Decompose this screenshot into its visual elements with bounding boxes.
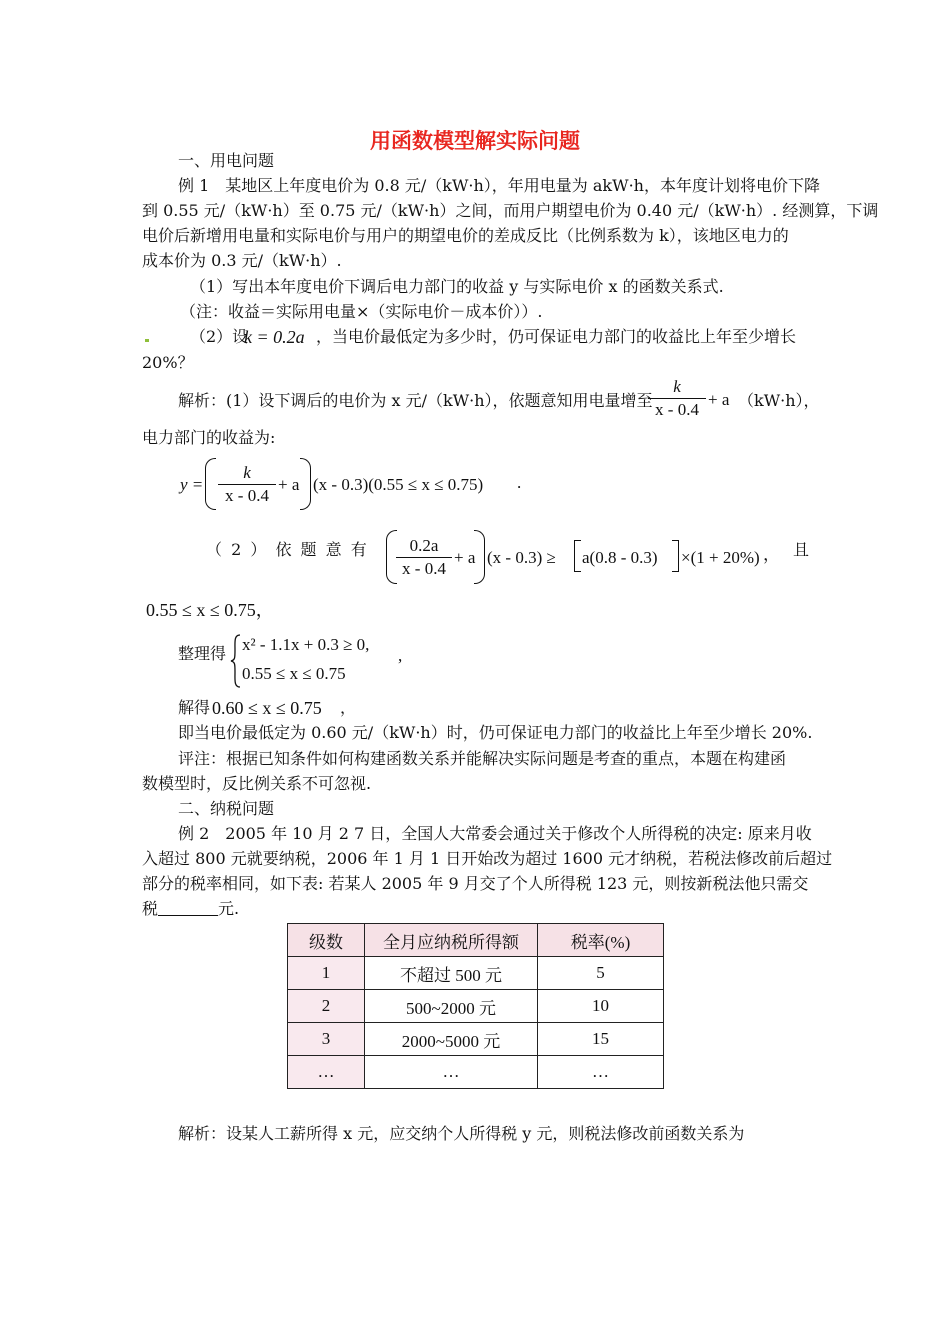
formula-end: ， (763, 545, 780, 564)
table-row (288, 957, 664, 990)
plus-a: + a (278, 475, 300, 494)
table-header: 税率(%) (538, 924, 664, 957)
fraction-denominator: x - 0.4 (225, 486, 269, 505)
fraction-numerator: k (243, 463, 251, 482)
table-cell: … (538, 1056, 664, 1089)
example-line: 到 0.55 元/（kW·h）至 0.75 元/（kW·h）之间，而用户期望电价为 0.40 元/（kW·h）. 经测算，下调 (142, 201, 879, 220)
answer-blank (158, 899, 218, 916)
table-header: 全月应纳税所得额 (365, 924, 538, 957)
fraction-k-2 (218, 462, 276, 507)
question-2-suffix: ，当电价最低定为多少时，仍可保证电力部门的收益比上年至少增长 (316, 327, 797, 346)
question-2-math: k = 0.2a (244, 327, 305, 347)
unit-text: （kW·h）， (738, 391, 820, 410)
right-paren (474, 530, 485, 584)
conclusion: 即当电价最低定为 0.60 元/（kW·h）时，仍可保证电力部门的收益比上年至少增长 20%. (178, 723, 813, 742)
left-bracket (574, 540, 581, 572)
fraction-k (648, 376, 706, 421)
fraction-numerator: 0.2a (409, 536, 439, 555)
formula-end: . (517, 473, 522, 492)
question-2-prefix: （2）设 (190, 327, 249, 346)
formula-lhs: y = (180, 475, 204, 494)
plus-a: + a (454, 548, 476, 567)
plus-a: + a (708, 390, 730, 409)
note: （注：收益＝实际用电量×（实际电价－成本价））. (180, 302, 543, 321)
part-2-label: （ 2 ） 依 题 意 有 (206, 540, 369, 559)
table-row (288, 990, 664, 1023)
system-end: , (398, 646, 403, 665)
table-row (288, 1023, 664, 1056)
fraction-denominator: x - 0.4 (655, 400, 699, 419)
example-line: 成本价为 0.3 元/（kW·h）. (142, 251, 342, 270)
fraction-02a (396, 535, 452, 580)
formula-rest: (x - 0.3)(0.55 ≤ x ≤ 0.75) (313, 475, 484, 494)
formula-mid: (x - 0.3) ≥ (487, 548, 556, 567)
table-header: 级数 (288, 924, 365, 957)
example-line: 例 1 某地区上年度电价为 0.8 元/（kW·h），年用电量为 akW·h，本年度计划将电价下降 (178, 176, 820, 195)
formula-tail: ×(1 + 20%) (681, 548, 760, 567)
table-cell: 2 (288, 990, 365, 1023)
page-title: 用函数模型解实际问题 (370, 129, 580, 153)
solution-prefix: 解析：(1）设下调后的电价为 x 元/（kW·h），依题意知用电量增至 (178, 391, 653, 410)
example-line: 电价后新增用电量和实际电价与用户的期望电价的差成反比（比例系数为 k），该地区电力的 (142, 226, 789, 245)
table-cell: 3 (288, 1023, 365, 1056)
table-cell: … (365, 1056, 538, 1089)
table-cell: 15 (538, 1023, 664, 1056)
system-line-1: x² - 1.1x + 0.3 ≥ 0, (242, 635, 370, 654)
solve-math: 0.60 ≤ x ≤ 0.75 (212, 698, 322, 718)
example-line: 入超过 800 元就要纳税，2006 年 1 月 1 日开始改为超过 1600 元才纳税，若税法修改前后超过 (142, 849, 833, 868)
solution-line: 电力部门的收益为: (142, 428, 276, 447)
example-last-line (142, 898, 239, 920)
last-prefix: 税 (142, 899, 159, 918)
tax-rate-table (287, 923, 664, 1089)
solve-prefix: 解得 (178, 698, 211, 717)
table-cell: 2000~5000 元 (365, 1023, 538, 1056)
brace-icon (230, 634, 242, 688)
right-bracket (672, 540, 679, 572)
table-cell: 不超过 500 元 (365, 957, 538, 990)
right-paren (300, 458, 311, 510)
comment-line: 评注：根据已知条件如何构建函数关系并能解决实际问题是考查的重点，本题在构建函 (178, 749, 787, 768)
system-line-2: 0.55 ≤ x ≤ 0.75 (242, 664, 346, 683)
comment-line: 数模型时，反比例关系不可忽视. (142, 774, 372, 793)
last-suffix: 元. (218, 899, 240, 918)
solution-line: 解析：设某人工薪所得 x 元，应交纳个人所得税 y 元，则税法修改前函数关系为 (178, 1124, 745, 1143)
table-cell: 5 (538, 957, 664, 990)
table-cell: 1 (288, 957, 365, 990)
formula-bracket: a(0.8 - 0.3) (582, 548, 658, 567)
section-heading: 一、用电问题 (178, 151, 275, 170)
section-heading: 二、纳税问题 (178, 799, 275, 818)
example-line: 例 2 2005 年 10 月 2 7 日，全国人大常委会通过关于修改个人所得税的决定: 原来月收 (178, 824, 812, 843)
simplify-label: 整理得 (178, 644, 227, 663)
example-line: 部分的税率相同，如下表: 若某人 2005 年 9 月交了个人所得税 123 元，则按新税法他只需交 (142, 874, 809, 893)
solve-end: ， (340, 698, 357, 717)
range-line: 0.55 ≤ x ≤ 0.75， (146, 600, 274, 620)
table-cell: 500~2000 元 (365, 990, 538, 1023)
table-cell: … (288, 1056, 365, 1089)
fraction-denominator: x - 0.4 (402, 559, 446, 578)
left-paren (205, 458, 216, 510)
table-row (288, 1056, 664, 1089)
mark-dot (145, 339, 149, 342)
and-word: 且 (793, 540, 810, 559)
table-header-row (288, 924, 664, 957)
question-1: （1）写出本年度电价下调后电力部门的收益 y 与实际电价 x 的函数关系式. (190, 277, 724, 296)
table-cell: 10 (538, 990, 664, 1023)
question-2-cont: 20%？ (142, 353, 194, 372)
fraction-numerator: k (673, 377, 681, 396)
